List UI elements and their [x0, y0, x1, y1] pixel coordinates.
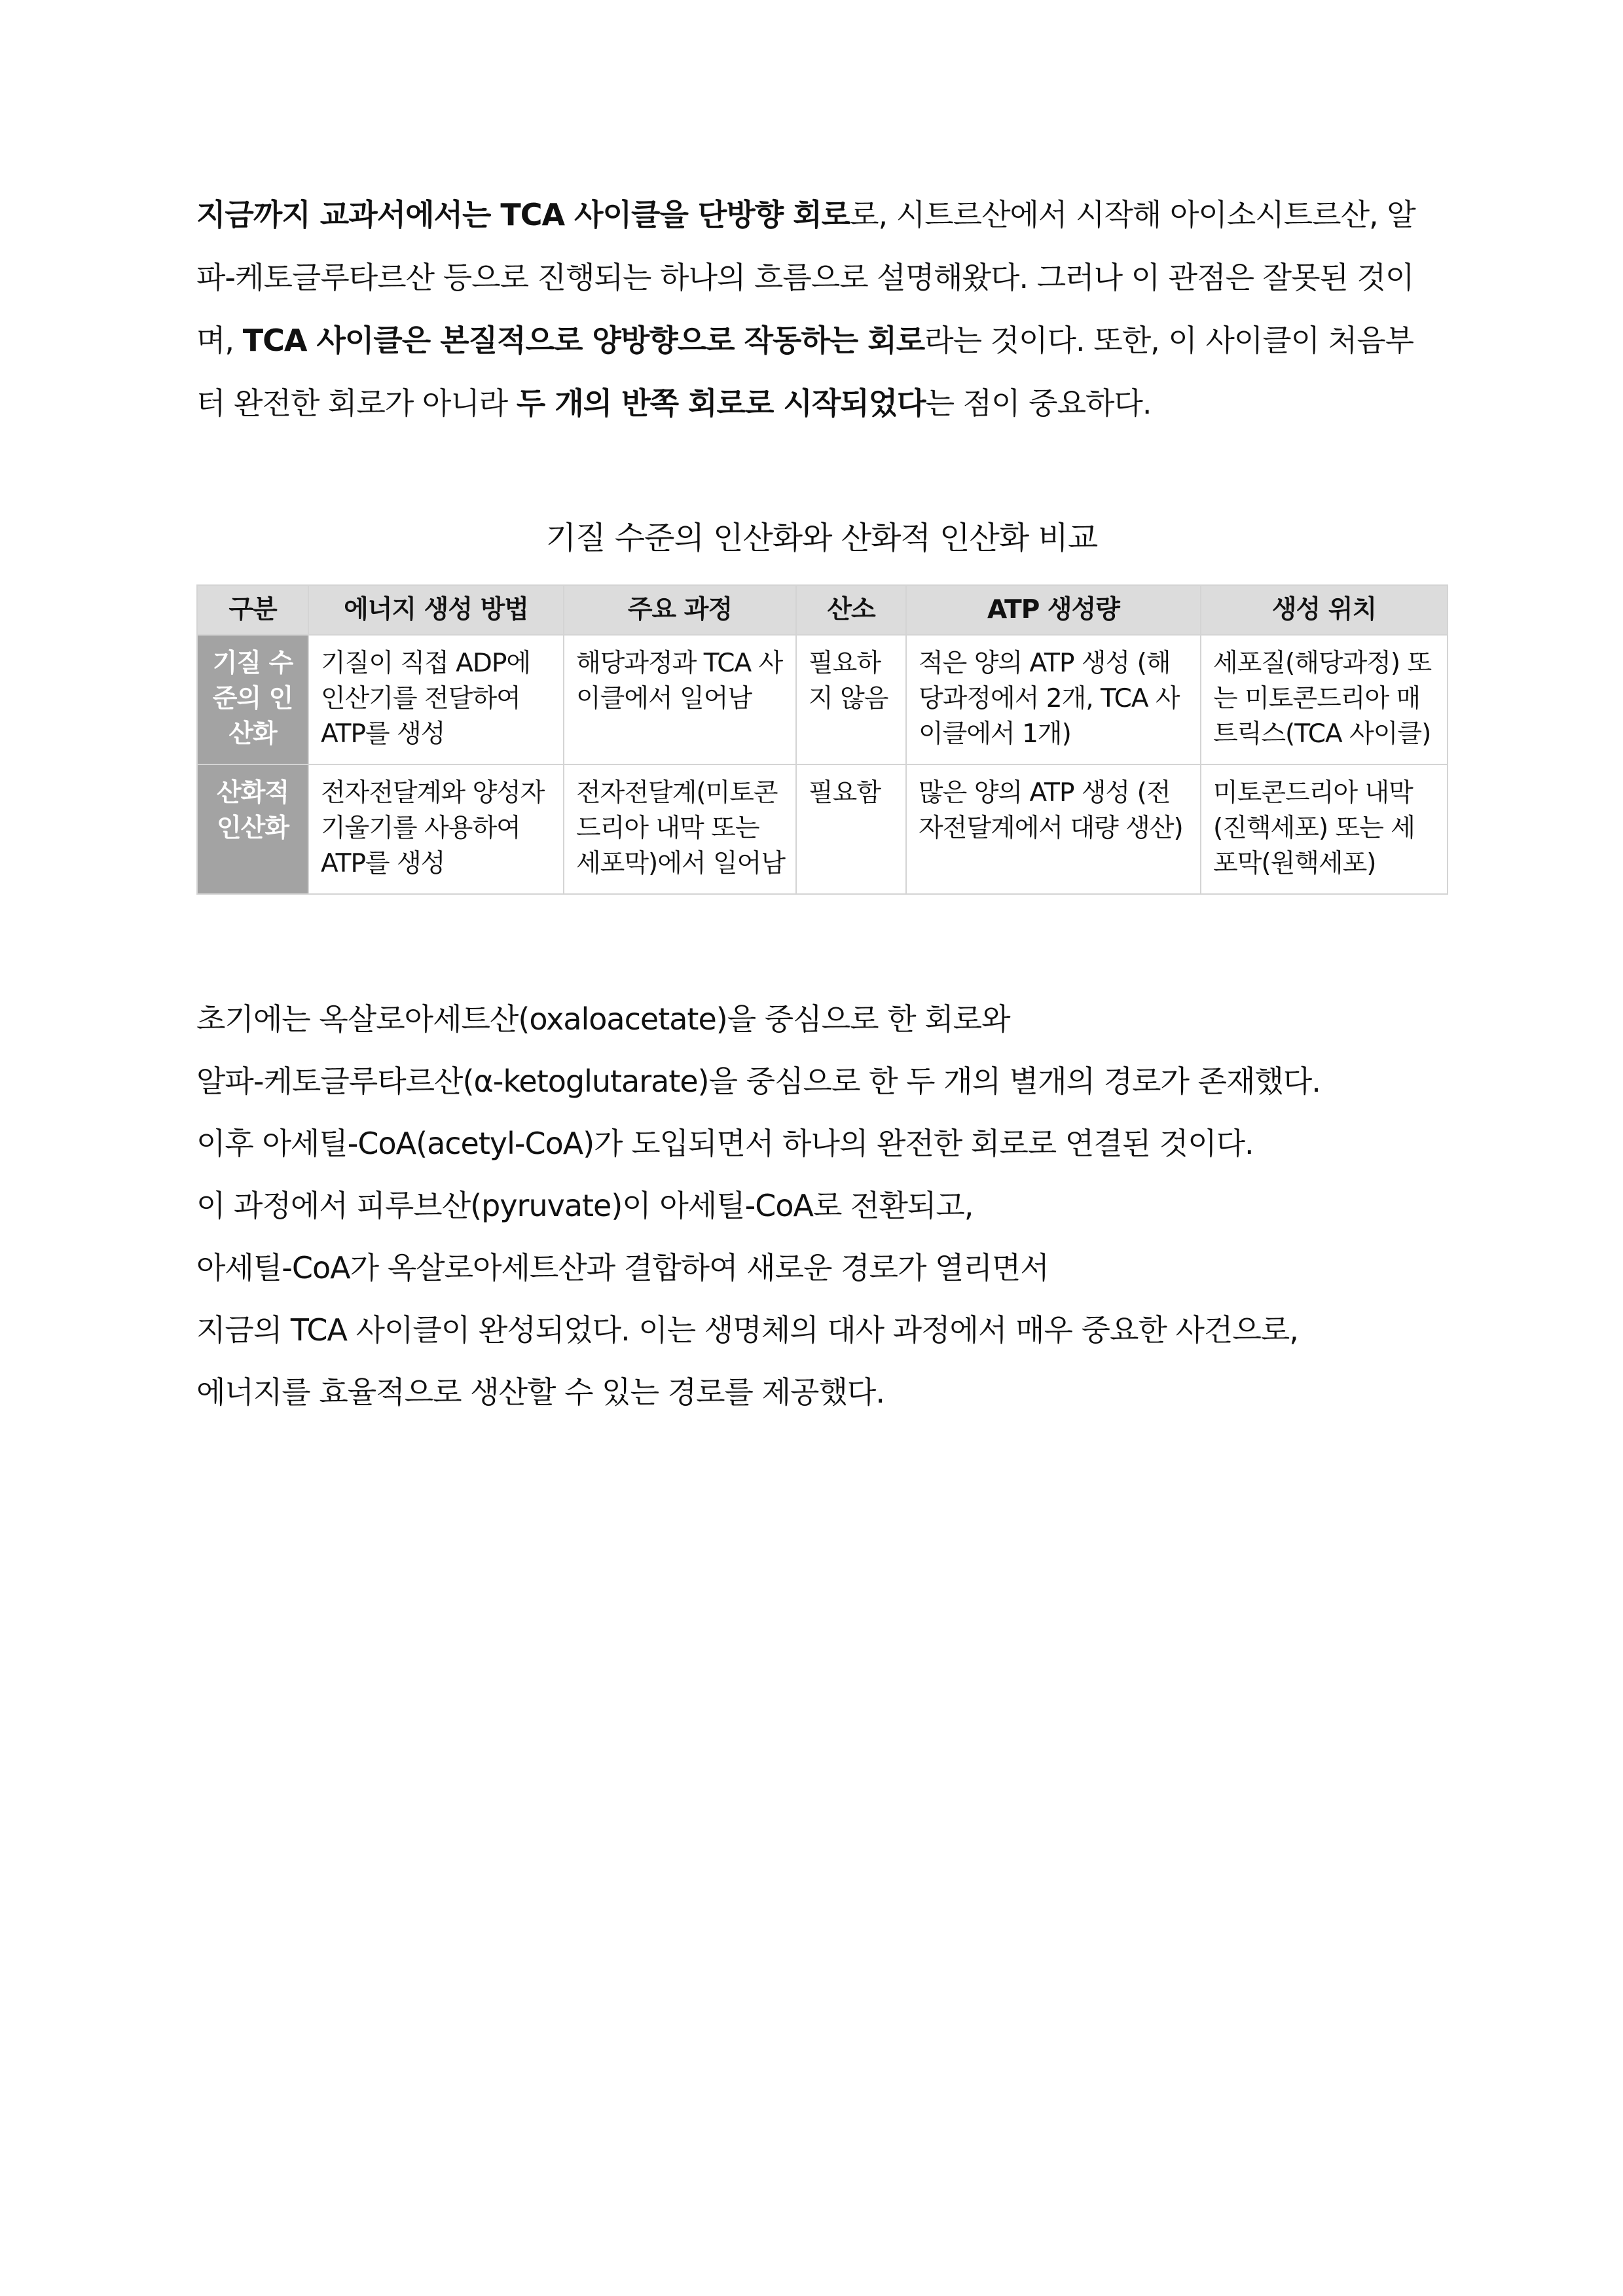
row-header: 기질 수준의 인산화 — [197, 635, 308, 764]
conclusion-line: 초기에는 옥살로아세트산(oxaloacetate)을 중심으로 한 회로와 — [196, 1001, 1010, 1037]
table-cell: 적은 양의 ATP 생성 (해당과정에서 2개, TCA 사이클에서 1개) — [906, 635, 1201, 764]
column-header: 주요 과정 — [564, 585, 796, 635]
emphasis-text: TCA 사이클은 본질적으로 양방향으로 작동하는 회로 — [242, 323, 925, 358]
table-cell: 필요함 — [796, 764, 906, 894]
table-cell: 전자전달계(미토콘드리아 내막 또는 세포막)에서 일어남 — [564, 764, 796, 894]
conclusion-paragraph — [196, 988, 1434, 1424]
table-row — [197, 764, 1448, 894]
table-cell: 전자전달계와 양성자 기울기를 사용하여 ATP를 생성 — [308, 764, 564, 894]
conclusion-line: 지금의 TCA 사이클이 완성되었다. 이는 생명체의 대사 과정에서 매우 중요한 사건으로, — [196, 1312, 1298, 1348]
table-cell: 세포질(해당과정) 또는 미토콘드리아 매트릭스(TCA 사이클) — [1201, 635, 1448, 764]
conclusion-line: 아세틸-CoA가 옥살로아세트산과 결합하여 새로운 경로가 열리면서 — [196, 1250, 1049, 1285]
conclusion-line: 이 과정에서 피루브산(pyruvate)이 아세틸-CoA로 전환되고, — [196, 1188, 974, 1223]
column-header: 생성 위치 — [1201, 585, 1448, 635]
emphasis-text: 두 개의 반쪽 회로로 시작되었다 — [516, 386, 926, 421]
table-title: 기질 수준의 인산화와 산화적 인산화 비교 — [545, 520, 1098, 556]
table-cell: 해당과정과 TCA 사이클에서 일어남 — [564, 635, 796, 764]
body-text: 라는 것이다. 또한, 이 사이클이 처음부 — [924, 323, 1414, 358]
column-header: 산소 — [796, 585, 906, 635]
intro-line — [196, 309, 1434, 372]
body-text: 로, 시트르산에서 시작해 아이소시트르산, 알 — [850, 197, 1415, 232]
table-cell: 필요하지 않음 — [796, 635, 906, 764]
table-cell: 기질이 직접 ADP에 인산기를 전달하여 ATP를 생성 — [308, 635, 564, 764]
conclusion-line: 알파-케토글루타르산(α-ketoglutarate)을 중심으로 한 두 개의 별개의 경로가 존재했다. — [196, 1064, 1321, 1099]
intro-line — [196, 183, 1434, 246]
body-text: 며, — [196, 323, 243, 358]
column-header: 에너지 생성 방법 — [308, 585, 564, 635]
body-text: 는 점이 중요하다. — [925, 386, 1152, 421]
row-header: 산화적 인산화 — [197, 764, 308, 894]
table-cell: 미토콘드리아 내막(진핵세포) 또는 세포막(원핵세포) — [1201, 764, 1448, 894]
comparison-table — [196, 584, 1448, 895]
table-header-row — [197, 585, 1448, 635]
conclusion-line: 이후 아세틸-CoA(acetyl-CoA)가 도입되면서 하나의 완전한 회로로 연결된 것이다. — [196, 1126, 1254, 1161]
column-header: ATP 생성량 — [906, 585, 1201, 635]
intro-line — [196, 372, 1434, 435]
intro-line: 파-케토글루타르산 등으로 진행되는 하나의 흐름으로 설명해왔다. 그러나 이 관점은 잘못된 것이 — [196, 260, 1414, 295]
body-text: 터 완전한 회로가 아니라 — [196, 386, 517, 421]
table-cell: 많은 양의 ATP 생성 (전자전달계에서 대량 생산) — [906, 764, 1201, 894]
conclusion-line: 에너지를 효율적으로 생산할 수 있는 경로를 제공했다. — [196, 1374, 884, 1410]
column-header: 구분 — [197, 585, 308, 635]
intro-paragraph — [196, 183, 1434, 435]
table-row — [197, 635, 1448, 764]
emphasis-text: 지금까지 교과서에서는 TCA 사이클을 단방향 회로 — [196, 197, 850, 232]
